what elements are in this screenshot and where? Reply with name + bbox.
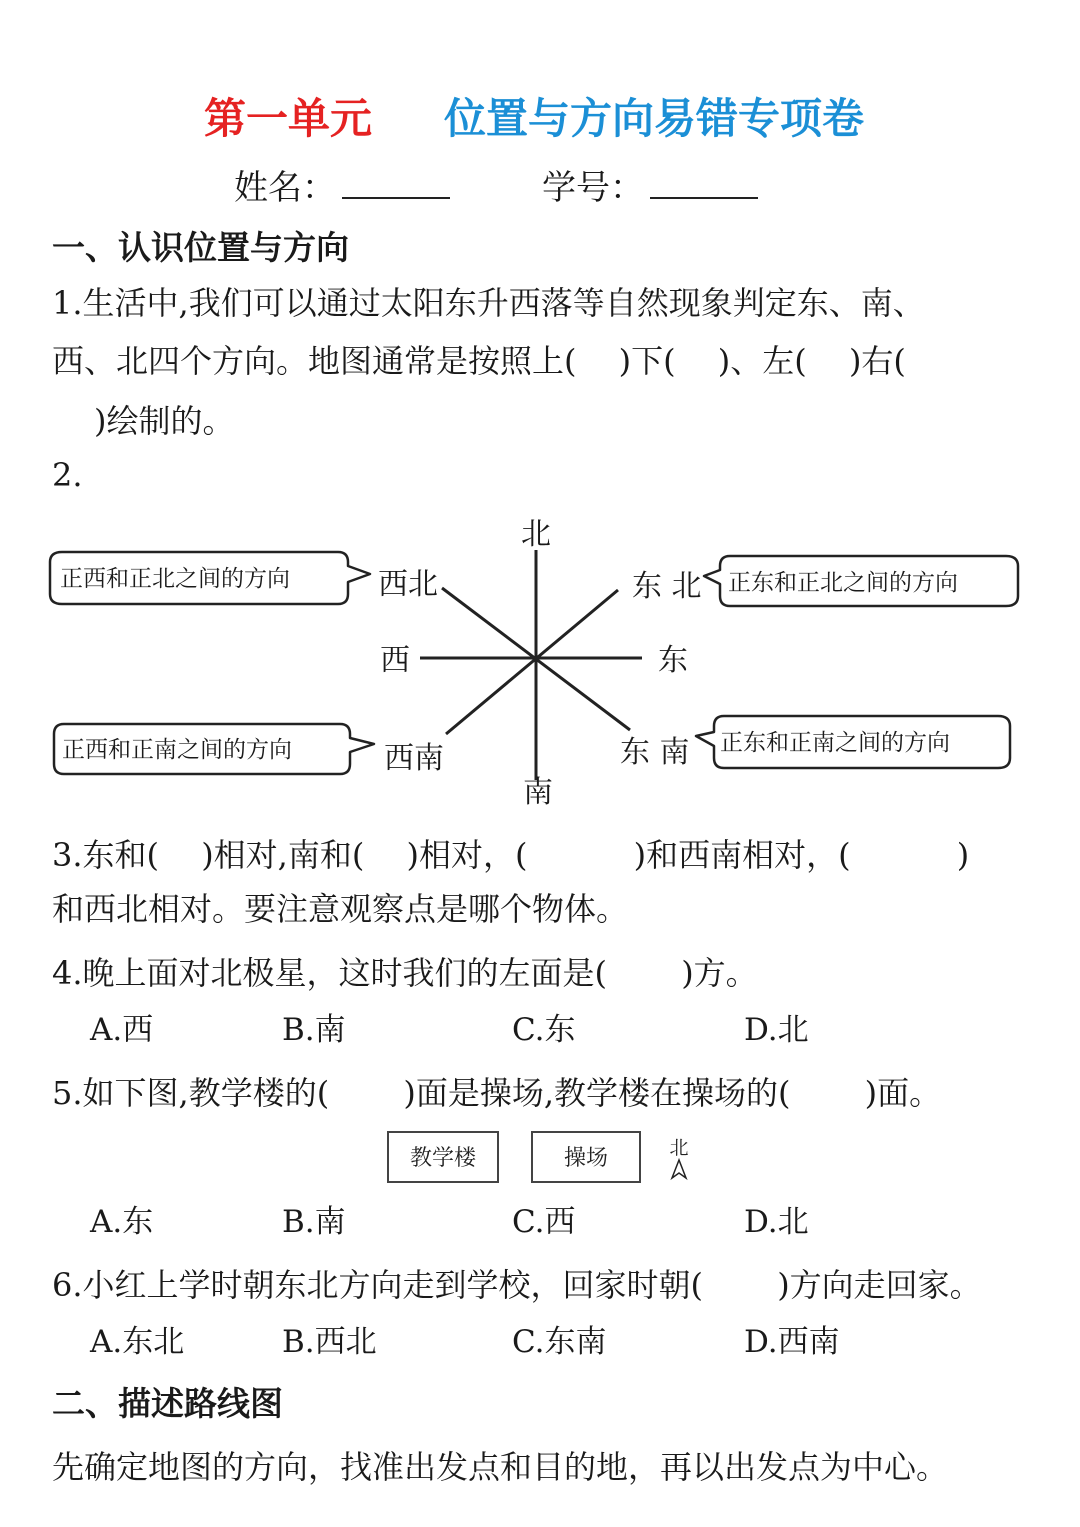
q1-line1: 1.生活中,我们可以通过太阳东升西落等自然现象判定东、南、 xyxy=(52,284,925,322)
q6-option-c[interactable]: C.东南 xyxy=(512,1324,607,1360)
q6-option-d[interactable]: D.西南 xyxy=(744,1324,840,1360)
q5-option-b[interactable]: B.南 xyxy=(282,1204,346,1240)
paper-name: 位置与方向易错专项卷 xyxy=(444,94,865,143)
unit-label: 第一单元 xyxy=(204,94,373,143)
compass-diagram xyxy=(0,500,1080,820)
q4-option-d[interactable]: D.北 xyxy=(744,1012,809,1048)
section2-heading: 二、描述路线图 xyxy=(52,1384,283,1423)
label-northwest: 西北 xyxy=(378,567,438,602)
q6-option-a[interactable]: A.东北 xyxy=(90,1324,185,1360)
q1-line2: 西、北四个方向。地图通常是按照上( )下( )、左( )右( xyxy=(52,342,906,380)
label-southeast: 东 南 xyxy=(620,735,690,770)
playground-label: 操场 xyxy=(563,1146,609,1171)
callout-se-text: 正东和正南之间的方向 xyxy=(720,730,950,756)
name-label: 姓名： xyxy=(234,168,336,208)
q5-option-c[interactable]: C.西 xyxy=(512,1204,576,1240)
unit-title xyxy=(204,86,372,146)
paper-title xyxy=(444,86,864,146)
q5-option-d[interactable]: D.北 xyxy=(744,1204,809,1240)
name-blank[interactable] xyxy=(342,169,450,199)
label-west: 西 xyxy=(380,643,410,678)
q3-line2: 和西北相对。要注意观察点是哪个物体。 xyxy=(52,890,629,928)
callout-nw-text: 正西和正北之间的方向 xyxy=(60,566,290,592)
q5-option-a[interactable]: A.东 xyxy=(90,1204,154,1240)
north-label: 北 xyxy=(669,1137,689,1159)
name-field xyxy=(234,160,450,209)
label-south: 南 xyxy=(523,775,553,810)
section1-heading: 一、认识位置与方向 xyxy=(52,228,349,267)
student-id-label: 学号： xyxy=(542,168,644,208)
q6-option-b[interactable]: B.西北 xyxy=(282,1324,377,1360)
q1-line3: )绘制的。 xyxy=(62,402,235,440)
q4-option-a[interactable]: A.西 xyxy=(90,1012,154,1048)
q5-figure xyxy=(380,1128,700,1192)
north-arrow-icon xyxy=(672,1160,686,1178)
section2-text: 先确定地图的方向，找准出发点和目的地，再以出发点为中心。 xyxy=(52,1448,949,1486)
label-southwest: 西南 xyxy=(384,741,444,776)
callout-sw-text: 正西和正南之间的方向 xyxy=(62,737,292,763)
student-id-field xyxy=(542,160,758,209)
q6-stem: 6.小红上学时朝东北方向走到学校，回家时朝( )方向走回家。 xyxy=(52,1266,982,1304)
building-label: 教学楼 xyxy=(409,1146,477,1171)
q4-option-c[interactable]: C.东 xyxy=(512,1012,576,1048)
callout-ne-text: 正东和正北之间的方向 xyxy=(728,570,958,596)
q2-number: 2. xyxy=(52,456,83,494)
label-east: 东 xyxy=(658,643,688,678)
q5-stem: 5.如下图,教学楼的( )面是操场,教学楼在操场的( )面。 xyxy=(52,1074,942,1112)
compass-lines xyxy=(420,550,642,780)
q4-stem: 4.晚上面对北极星，这时我们的左面是( )方。 xyxy=(52,954,758,992)
q3-line1: 3.东和( )相对,南和( )相对，( )和西南相对，( ) xyxy=(52,836,970,874)
label-north: 北 xyxy=(521,517,551,552)
student-id-blank[interactable] xyxy=(650,169,758,199)
q4-option-b[interactable]: B.南 xyxy=(282,1012,346,1048)
label-northeast: 东 北 xyxy=(632,569,702,604)
